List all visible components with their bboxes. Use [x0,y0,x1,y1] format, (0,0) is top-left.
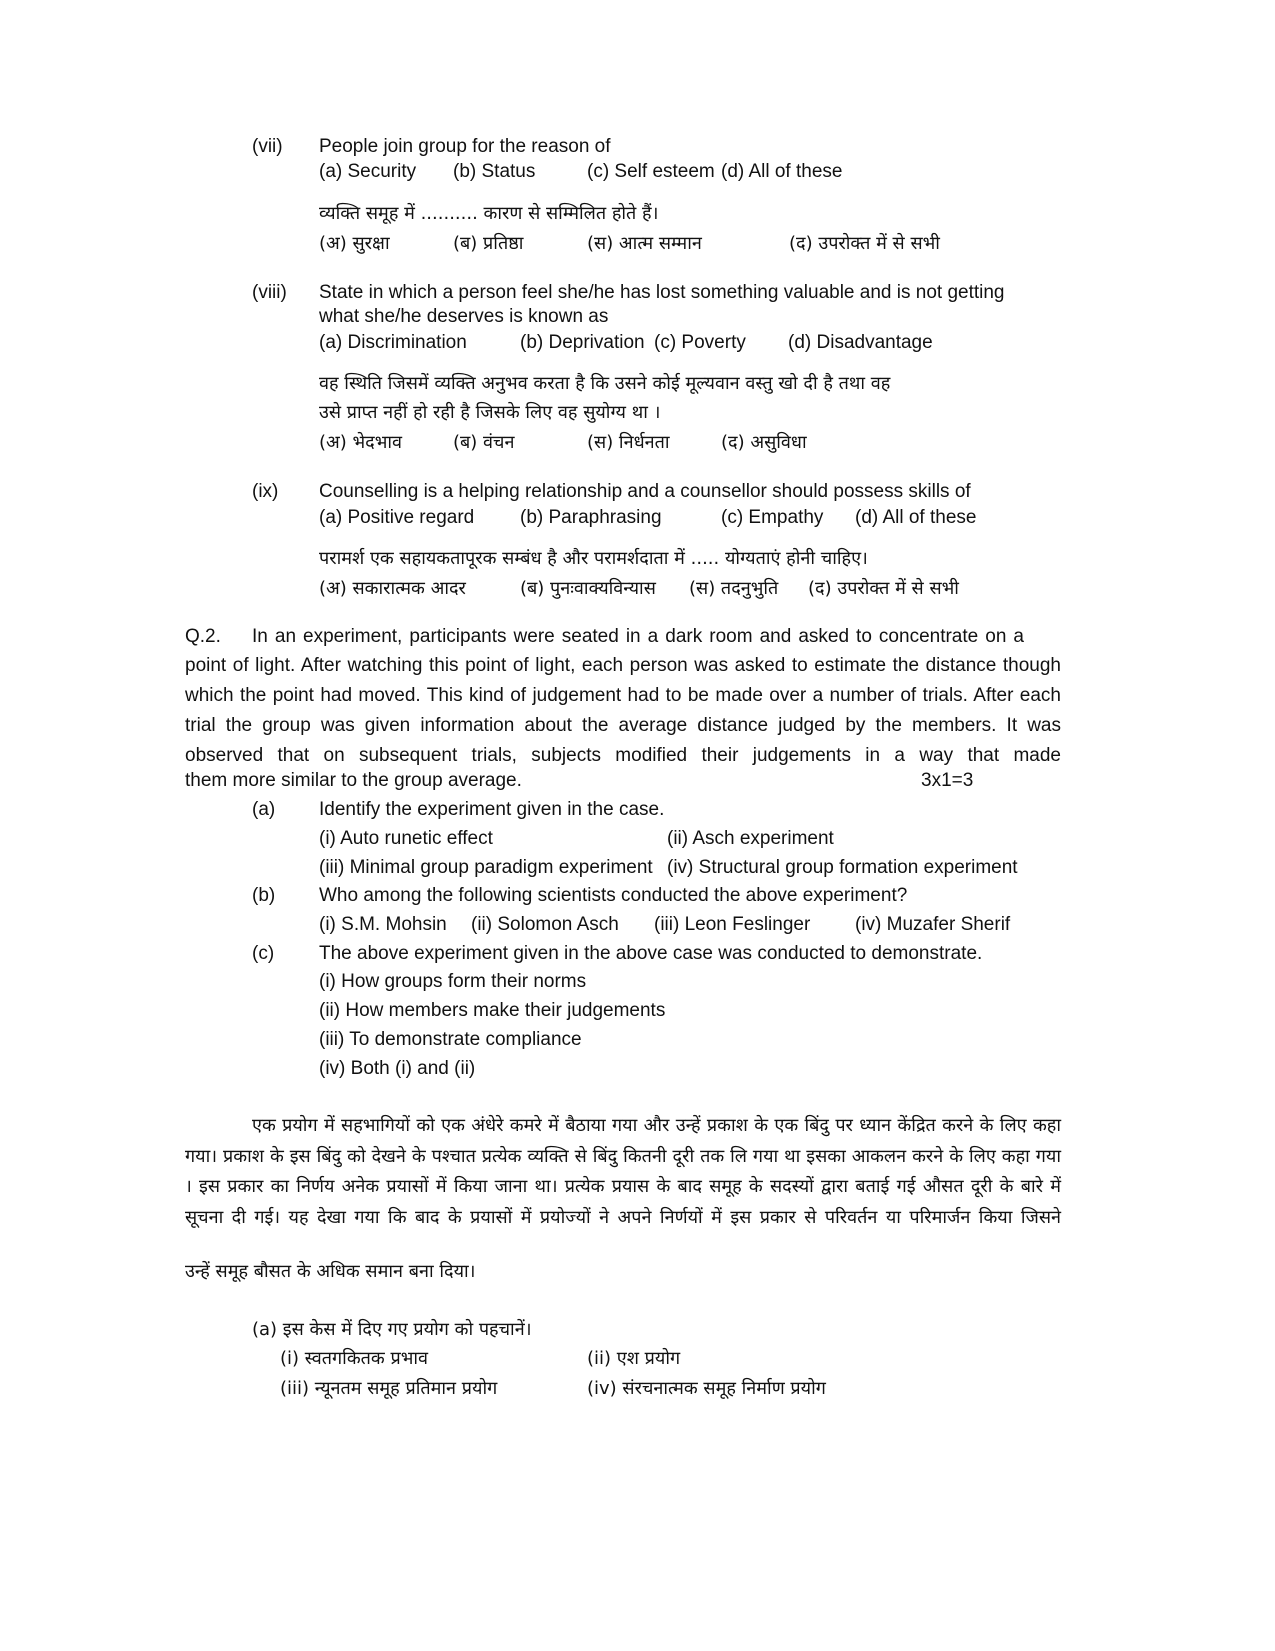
q2-last-line: them more similar to the group average. [185,770,522,791]
option-viii-d: (d) Disadvantage [788,332,933,353]
q2-b-option-iv: (iv) Muzafer Sherif [855,914,1011,935]
option-ix-d: (d) All of these [855,507,977,528]
hindi-option-ix-c: (स) तदनुभुति [689,578,779,599]
hindi-question-viii-line1: वह स्थिति जिसमें व्यक्ति अनुभव करता है कि उसने कोई मूल्यवान वस्तु खो दी है तथा वह [319,373,891,394]
q2-c-question: The above experiment given in the above case was conducted to demonstrate. [319,943,983,964]
question-number-vii: (vii) [252,136,283,157]
hindi-q2-a-option-ii: (ii) एश प्रयोग [587,1348,681,1369]
q2-a-label: (a) [252,799,276,820]
question-text-viii-line1: State in which a person feel she/he has lost something valuable and is not getting [319,282,1005,303]
option-ix-a: (a) Positive regard [319,507,475,528]
hindi-option-ix-b: (ब) पुनःवाक्यविन्यास [520,578,656,599]
hindi-option-vii-a: (अ) सुरक्षा [319,233,390,254]
hindi-q2-a-question: (a) इस केस में दिए गए प्रयोग को पहचानें। [252,1319,532,1340]
q2-b-question: Who among the following scientists conducted the above experiment? [319,885,908,906]
hindi-option-viii-a: (अ) भेदभाव [319,432,403,453]
hindi-option-viii-b: (ब) वंचन [453,432,515,453]
option-vii-b: (b) Status [453,161,536,182]
hindi-case-paragraph: एक प्रयोग में सहभागियों को एक अंधेरे कमरे में बैठाया गया और उन्हें प्रकाश के एक बिंदु पर ध्यान केंद्रित करने के लिए कहा गया। प्रकाश के इस बिंदु को देखने के पश्चात प्रत्येक व्यक्ति से बिंदु कितनी दूरी तक लि गया था इसका आकलन करने के लिए कहा गया । इस प्रकार का निर्णय अनेक प्रयासों में किया जाना था। प्रत्येक प्रयास के बाद समूह के सदस्यों द्वारा बताई गई औसत दूरी के बारे में सूचना दी गई। यह देखा गया कि बाद के प्रयासों में प्रयोज्यों ने अपने निर्णयों में इस प्रकार से परिवर्तन या परिमार्जन किया जिसने [185,1115,1061,1228]
q2-a-option-iv: (iv) Structural group formation experiment [667,857,1018,878]
hindi-option-ix-d: (द) उपरोक्त में से सभी [808,578,959,599]
option-vii-d: (d) All of these [721,161,843,182]
hindi-case-last-line: उन्हें समूह बौसत के अधिक समान बना दिया। [185,1261,476,1282]
hindi-question-ix: परामर्श एक सहायकतापूरक सम्बंध है और परामर्शदाता में ..... योग्यताएं होनी चाहिए। [319,548,868,569]
question-text-ix: Counselling is a helping relationship and a counsellor should possess skills of [319,481,971,502]
q2-a-option-ii: (ii) Asch experiment [667,828,834,849]
q2-c-option-iv: (iv) Both (i) and (ii) [319,1058,476,1079]
q2-c-option-ii: (ii) How members make their judgements [319,1000,666,1021]
option-viii-c: (c) Poverty [654,332,746,353]
hindi-option-vii-b: (ब) प्रतिष्ठा [453,233,524,254]
q2-b-option-ii: (ii) Solomon Asch [471,914,619,935]
option-viii-b: (b) Deprivation [520,332,645,353]
hindi-question-vii: व्यक्ति समूह में .......... कारण से सम्मिलित होते हैं। [319,203,659,224]
hindi-option-viii-d: (द) असुविधा [721,432,807,453]
hindi-q2-a-option-iv: (iv) संरचनात्मक समूह निर्माण प्रयोग [587,1378,826,1399]
q2-c-label: (c) [252,943,275,964]
q2-case-paragraph: point of light. After watching this point of light, each person was asked to estimate the distance though which the point had moved. This kind of judgement had to be made over a number of trials. After each trial the group was given information about the average distance judged by the members. It was observed that on subsequent trials, subjects modified their judgements in a way that made [185,655,1061,766]
q2-b-option-iii: (iii) Leon Feslinger [654,914,811,935]
option-vii-a: (a) Security [319,161,417,182]
hindi-option-ix-a: (अ) सकारात्मक आदर [319,578,466,599]
question-number-ix: (ix) [252,481,279,502]
hindi-q2-a-option-iii: (iii) न्यूनतम समूह प्रतिमान प्रयोग [280,1378,498,1399]
hindi-option-vii-d: (द) उपरोक्त में से सभी [789,233,940,254]
q2-first-line: In an experiment, participants were seated in a dark room and asked to concentrate on a [252,626,1024,647]
q2-a-option-i: (i) Auto runetic effect [319,828,493,849]
question-text-vii: People join group for the reason of [319,136,611,157]
hindi-option-vii-c: (स) आत्म सम्मान [587,233,702,254]
q2-c-option-i: (i) How groups form their norms [319,971,587,992]
question-text-viii-line2: what she/he deserves is known as [319,306,609,327]
option-viii-a: (a) Discrimination [319,332,467,353]
q2-b-label: (b) [252,885,276,906]
option-ix-b: (b) Paraphrasing [520,507,662,528]
q2-c-option-iii: (iii) To demonstrate compliance [319,1029,582,1050]
option-vii-c: (c) Self esteem [587,161,715,182]
hindi-question-viii-line2: उसे प्राप्त नहीं हो रही है जिसके लिए वह सुयोग्य था । [319,402,661,423]
hindi-option-viii-c: (स) निर्धनता [587,432,670,453]
hindi-q2-a-option-i: (i) स्वतगकितक प्रभाव [280,1348,429,1369]
q2-b-option-i: (i) S.M. Mohsin [319,914,447,935]
q2-label: Q.2. [185,626,221,647]
q2-a-question: Identify the experiment given in the case. [319,799,665,820]
q2-a-option-iii: (iii) Minimal group paradigm experiment [319,857,653,878]
q2-marks: 3x1=3 [921,770,974,791]
question-number-viii: (viii) [252,282,287,303]
option-ix-c: (c) Empathy [721,507,824,528]
